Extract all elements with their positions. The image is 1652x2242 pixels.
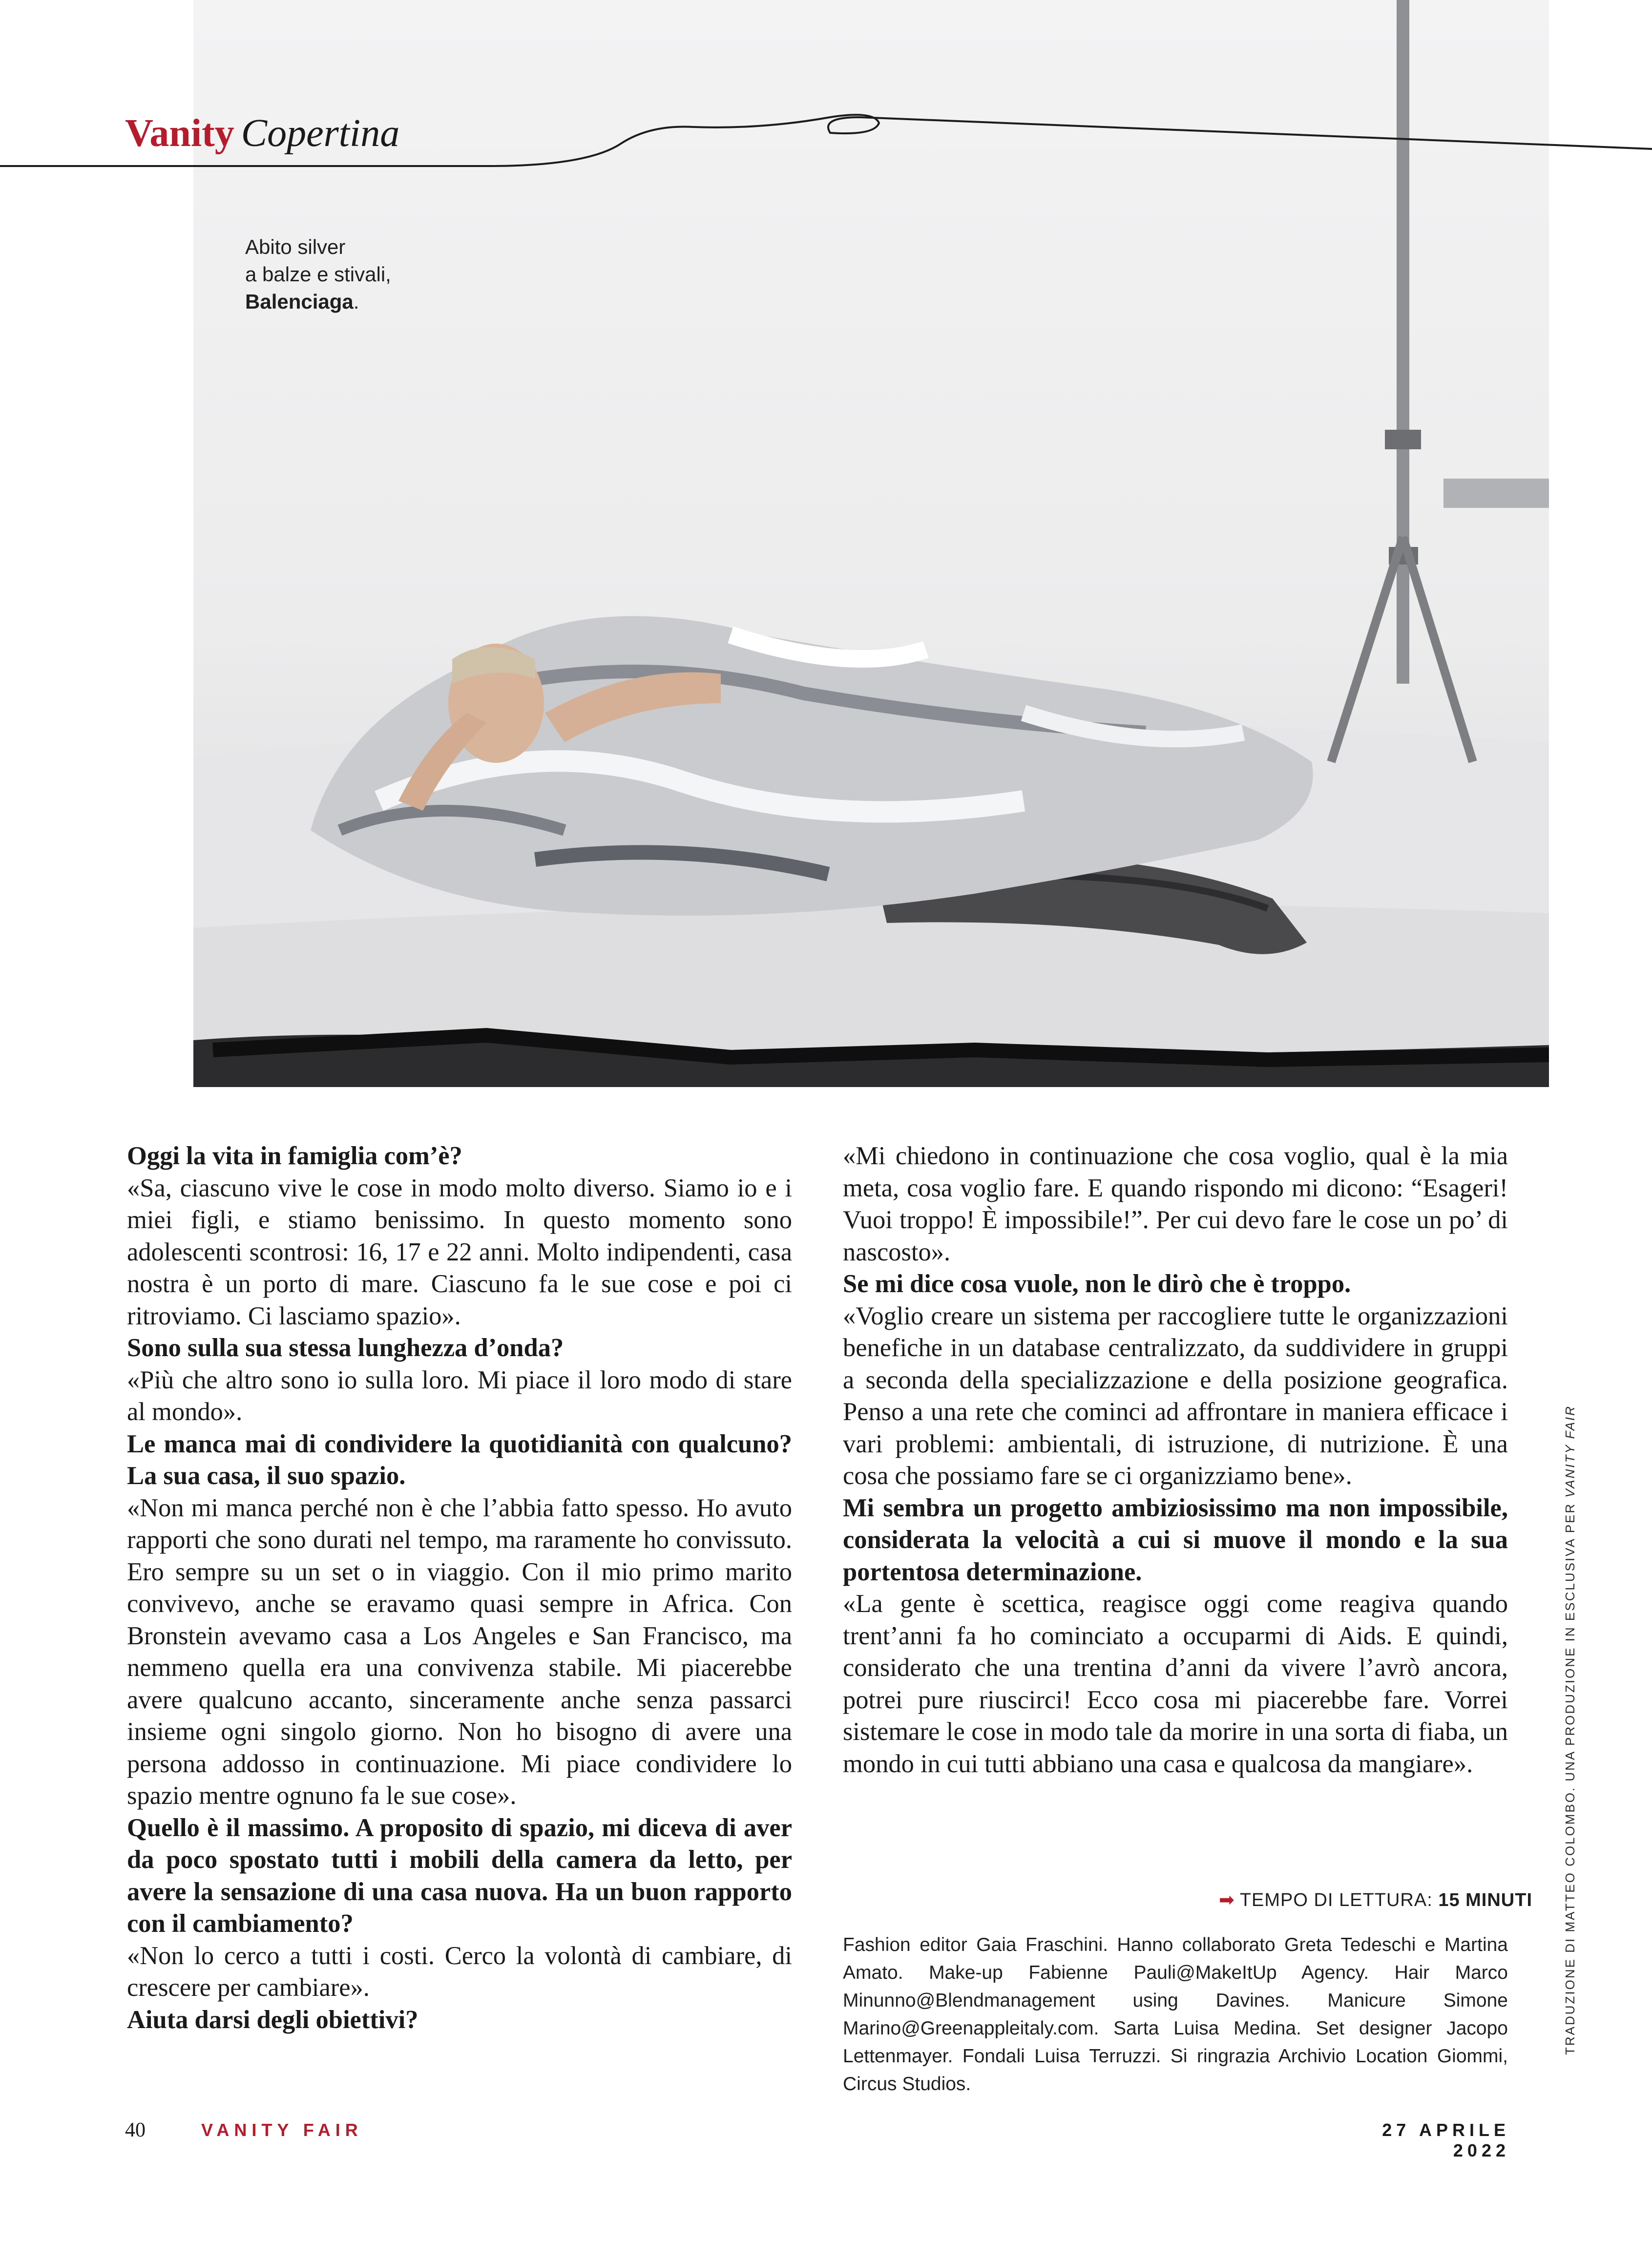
header-brand: Vanity [125,112,234,155]
reading-time-value: 15 MINUTI [1438,1890,1533,1910]
interview-question: Le manca mai di condividere la quotidianità con qualcuno? La sua casa, il suo spazio. [127,1429,792,1490]
interview-answer: «Mi chiedono in continuazione che cosa voglio, qual è la mia meta, cosa voglio fare. E quando rispondo mi dicono: “Esageri! Vuoi troppo! È impossibile!”. Per cui devo fare le cose un po’ di nascosto». [843,1142,1508,1266]
interview-question: Sono sulla sua stessa lunghezza d’onda? [127,1334,564,1362]
interview-answer: «Non lo cerco a tutti i costi. Cerco la volontà di cambiare, di crescere per cambiare». [127,1941,792,2002]
interview-answer: «Più che altro sono io sulla loro. Mi piace il loro modo di stare al mondo». [127,1365,792,1426]
reading-time-label: TEMPO DI LETTURA: [1239,1890,1433,1910]
caption-end: . [353,290,359,313]
interview-question: Se mi dice cosa vuole, non le dirò che è troppo. [843,1270,1351,1298]
footer-brand: VANITY FAIR [201,2120,363,2140]
article-column-left [127,1140,792,2036]
reading-time [1219,1889,1532,1911]
translation-credit [1563,1405,1578,2055]
caption-line-2: a balze e stivali, [245,263,391,286]
section-header [125,111,399,156]
caption-brand: Balenciaga [245,290,354,313]
issue-date: 27 APRILE 2022 [1382,2120,1510,2160]
page-number: 40 [125,2119,146,2141]
interview-answer: «La gente è scettica, reagisce oggi come reagiva quando trent’anni fa ho cominciato a occuparmi di Aids. E quindi, considerato che una trentina d’anni da vivere l’avrò ancora, potrei pure riuscirci! Ecco cosa mi piacerebbe fare. Vorrei sistemare le cose in modo tale da morire in una sorta di fiaba, un mondo in cui tutti abbiano una casa e qualcosa da mangiare». [843,1590,1508,1778]
header-section: Copertina [241,112,400,155]
interview-question: Aiuta darsi degli obiettivi? [127,2005,418,2034]
photo-credits: Fashion editor Gaia Fraschini. Hanno collaborato Greta Tedeschi e Martina Amato. Make-up Fabienne Pauli@MakeItUp Agency. Hair Marco Minunno@Blendmanagement using Davines. Manicure Simone Marino@Greenappleitaly.com. Sarta Luisa Medina. Set designer Jacopo Lettenmayer. Fondali Luisa Terruzzi. Si ringrazia Archivio Location Giommi, Circus Studios. [843,1934,1508,2095]
interview-question: Quello è il massimo. A proposito di spazio, mi diceva di aver da poco spostato tutti i mobili della camera da letto, per avere la sensazione di una casa nuova. Ha un buon rapporto con il cambiamento? [127,1813,792,1938]
interview-answer: «Non mi manca perché non è che l’abbia fatto spesso. Ho avuto rapporti che sono durati nel tempo, ma raramente ho convissuto. Ero sempre su un set o in viaggio. Con il mio primo marito convivevo, anche se eravamo quasi sempre in Africa. Con Bronstein avevamo casa a Los Angeles e San Francisco, ma nemmeno quella era una convivenza stabile. Mi piacerebbe avere qualcuno accanto, sinceramente anche senza passarci insieme ogni singolo giorno. Non ho bisogno di avere una persona addosso in continuazione. Mi piace condividere lo spazio mentre ognuno fa le sue cose». [127,1493,792,1810]
interview-answer: «Sa, ciascuno vive le cose in modo molto diverso. Siamo io e i miei figli, e stiamo benissimo. In questo momento sono adolescenti scontrosi: 16, 17 e 22 anni. Molto indipendenti, casa nostra è un porto di mare. Ciascuno fa le sue cose e poi ci ritroviamo. Ci lasciamo spazio». [127,1173,792,1330]
interview-question: Oggi la vita in famiglia com’è? [127,1142,462,1170]
arrow-right-icon: ➡ [1219,1890,1235,1910]
translation-credit-magazine: VANITY FAIR [1563,1405,1577,1498]
caption-line-1: Abito silver [245,235,346,258]
interview-question: Mi sembra un progetto ambiziosissimo ma non impossibile, considerata la velocità a cui si muove il mondo e la sua portentosa determinazione. [843,1493,1508,1586]
interview-answer: «Voglio creare un sistema per raccogliere tutte le organizzazioni benefiche in un database centralizzato, da suddividere in gruppi a seconda della specializzazione e della posizione geografica. Penso a una rete che cominci ad affrontare in maniera efficace i vari problemi: ambientali, di istruzione, di nutrizione. È una cosa che possiamo fare se ci organizziamo bene». [843,1301,1508,1490]
translation-credit-text: TRADUZIONE DI MATTEO COLOMBO. UNA PRODUZIONE IN ESCLUSIVA PER [1563,1497,1577,2055]
photo-caption [245,233,391,315]
article-column-right [843,1140,1508,1780]
